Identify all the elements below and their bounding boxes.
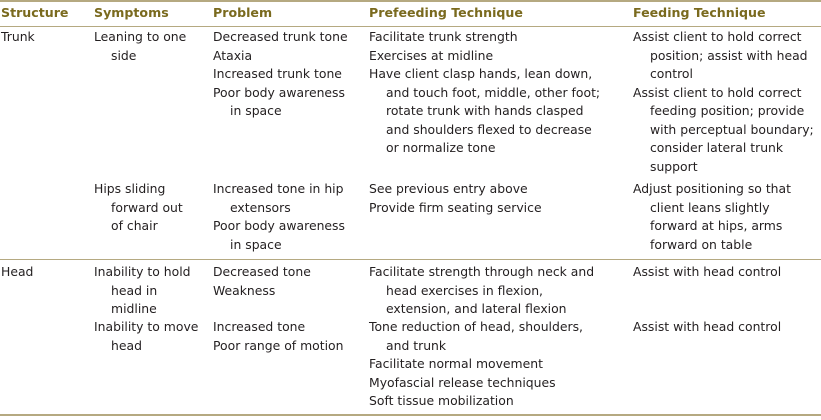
column-header-symptoms: Symptoms [94, 5, 169, 20]
problem-cell [213, 263, 358, 300]
prefeeding-cell [369, 263, 605, 319]
structure-cell: Head [1, 264, 34, 279]
symptom-item: Hips sliding forward out of chair [94, 181, 183, 233]
symptom-item: Inability to hold head in midline [94, 264, 191, 316]
symptoms-cell [94, 28, 202, 65]
symptoms-cell [94, 318, 202, 355]
prefeeding-item: See previous entry above [369, 181, 528, 196]
prefeeding-item: Facilitate trunk strength [369, 29, 518, 44]
feeding-cell [633, 180, 819, 254]
feeding-item: Assist with head control [633, 264, 782, 279]
table-top-rule [0, 0, 821, 2]
problem-item: Decreased trunk tone [213, 29, 348, 44]
feeding-item: Assist with head control [633, 319, 782, 334]
prefeeding-item: Facilitate strength through neck and head exercises in flexion, extension, and lateral flexion [369, 264, 595, 316]
feeding-item: Assist client to hold correct position; assist with head control [633, 29, 808, 81]
problem-item: Increased tone in hip extensors [213, 181, 344, 215]
section-divider-rule [0, 259, 821, 260]
prefeeding-cell [369, 318, 605, 411]
header-rule [0, 26, 821, 27]
problem-item: Decreased tone [213, 264, 311, 279]
column-header-structure: Structure [1, 5, 69, 20]
prefeeding-item: Myofascial release techniques [369, 374, 556, 390]
column-header-feeding: Feeding Technique [633, 5, 766, 20]
feeding-item: Assist client to hold correct feeding position; provide with perceptual boundary; consider lateral trunk support [633, 84, 814, 174]
symptom-item: Leaning to one side [94, 29, 187, 63]
table-bottom-rule [0, 414, 821, 416]
prefeeding-item: Have client clasp hands, lean down, and touch foot, middle, other foot; rotate trunk with hands clasped and shoulders flexed to decrease or normalize tone [369, 66, 601, 155]
problem-item: Poor body awareness in space [213, 84, 345, 118]
problem-item: Poor range of motion [213, 337, 344, 353]
problem-item: Increased trunk tone [213, 66, 342, 81]
feeding-item: Adjust positioning so that client leans slightly forward at hips, arms forward on table [633, 181, 791, 252]
feeding-cell [633, 318, 819, 337]
feeding-cell [633, 263, 819, 282]
prefeeding-cell [369, 180, 605, 217]
prefeeding-item: Tone reduction of head, shoulders, and trunk [369, 319, 583, 353]
symptoms-cell [94, 263, 202, 319]
prefeeding-item: Provide firm seating service [369, 199, 542, 215]
prefeeding-item: Exercises at midline [369, 47, 494, 63]
prefeeding-item: Facilitate normal movement [369, 356, 543, 371]
column-header-problem: Problem [213, 5, 273, 20]
feeding-cell [633, 28, 819, 176]
problem-item: Increased tone [213, 319, 306, 334]
problem-item: Poor body awareness in space [213, 218, 345, 252]
symptom-item: Inability to move head [94, 319, 199, 353]
structure-cell: Trunk [1, 29, 35, 44]
problem-cell [213, 180, 358, 254]
prefeeding-cell [369, 28, 605, 158]
problem-item: Weakness [213, 282, 276, 298]
column-header-prefeeding: Prefeeding Technique [369, 5, 523, 20]
problem-cell [213, 318, 358, 355]
prefeeding-item: Soft tissue mobilization [369, 393, 514, 408]
symptoms-cell [94, 180, 184, 236]
problem-item: Ataxia [213, 47, 253, 63]
problem-cell [213, 28, 358, 121]
